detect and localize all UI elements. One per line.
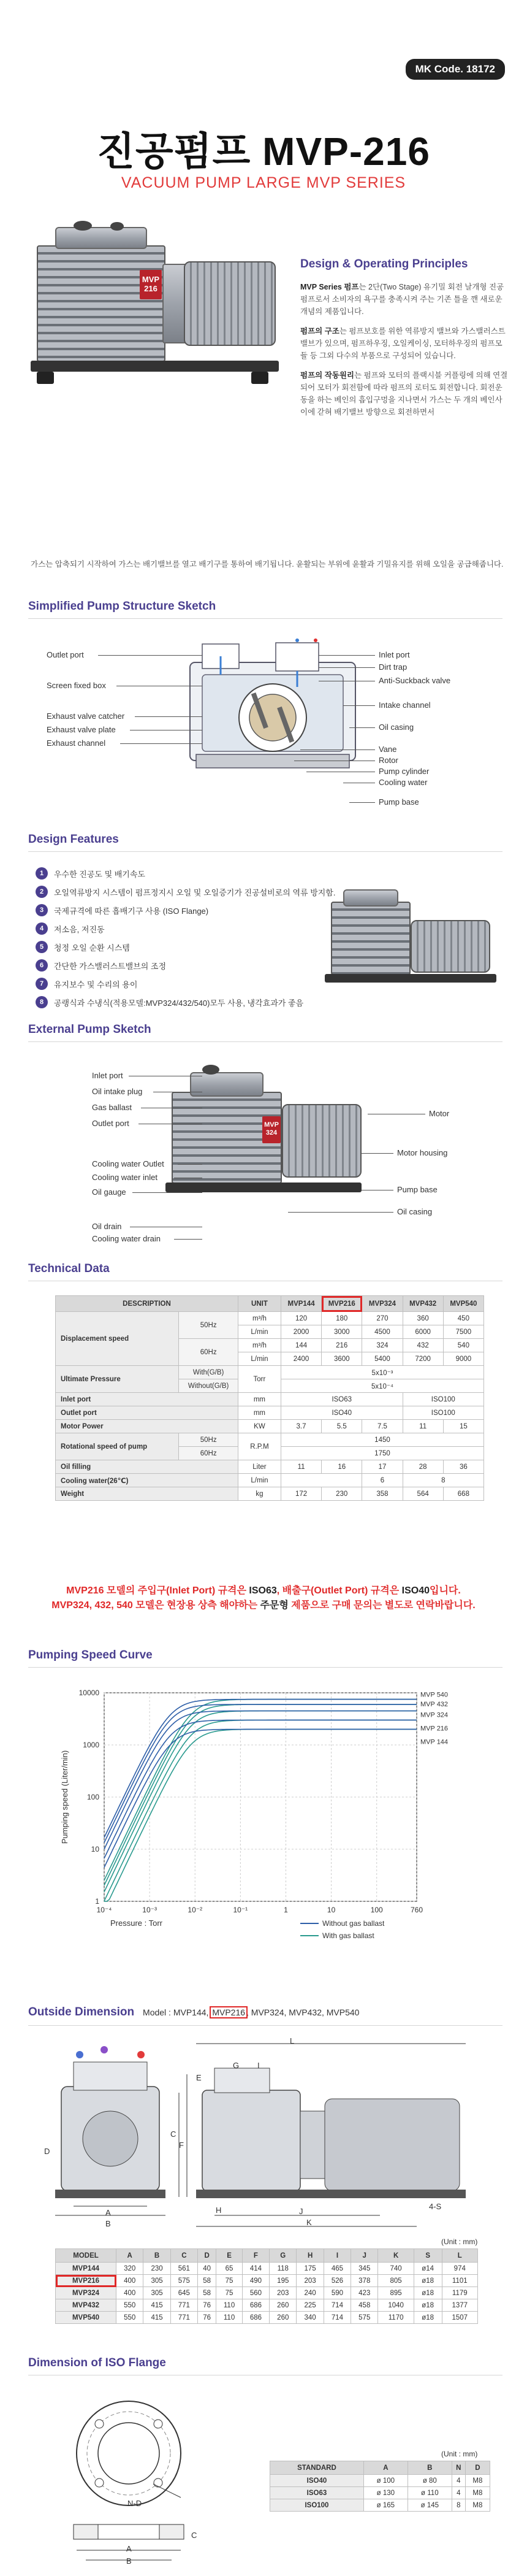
pumping-speed-chart <box>37 1681 502 1987</box>
series-label: MVP 540 <box>420 1691 449 1699</box>
label-exhaust-valve-catcher: Exhaust valve catcher <box>47 711 125 721</box>
flange-unit: (Unit : mm) <box>441 2450 478 2458</box>
dim-letter-i: I <box>257 2061 260 2070</box>
page-title: 진공펌프 MVP-216 <box>97 129 430 174</box>
label-vane: Vane <box>379 745 397 754</box>
design-principles-text <box>300 281 509 418</box>
selected-model-row: MVP216 <box>56 2275 116 2287</box>
design-features-title: Design Features <box>28 833 119 846</box>
divider <box>28 1667 502 1668</box>
label-anti-suckback-valve: Anti-Suckback valve <box>379 676 451 685</box>
p2-bold: 펌프의 구조 <box>300 327 339 335</box>
y-tick-label: 10000 <box>78 1689 99 1697</box>
iso-letter-c: C <box>191 2531 197 2540</box>
table-row: MVP144 320 230 561 40 65 414 118 175 465 345 740 ø14 974 <box>56 2263 478 2275</box>
iso-flange-drawing <box>55 2386 239 2570</box>
label-dirt-trap: Dirt trap <box>379 662 408 672</box>
technical-data-table: DESCRIPTION UNIT MVP144 MVP216 MVP324 MVP432 MVP540 Displacement speed 50Hz m³/h 120 180 270 360 450 L/min 2000 3000 4500 6000 7500 60Hz m³/h 144 216 324 432 540 L/min 2400 3600 5400 7200 9000 Ultimate Pressure With(G/B) Torr 5x10⁻³ Without(G/B) 5x10⁻⁴ Inlet port mm ISO63 ISO100 Outlet port mm ISO40 ISO100 Motor Power KW 3.7 5.5 7.5 11 15 Rotational speed of pump 50Hz R.P.M 1450 60Hz 1750 Oil filling Liter 11 16 17 28 36 Cooling water(26℃) L/min 6 8 Weight kg 172 230 358 564 668 <box>55 1295 484 1501</box>
x-tick-label: 10 <box>327 1906 336 1914</box>
table-row: ISO100 ø 165 ø 145 8 M8 <box>270 2499 490 2512</box>
ext-label-pump-base: Pump base <box>397 1185 438 1194</box>
mk-code-badge: MK Code. 18172 <box>406 59 505 80</box>
structure-sketch-title: Simplified Pump Structure Sketch <box>28 600 216 613</box>
p3-rest: 는 펌프와 모터의 플랙시블 커플링에 의해 연결되어 모터가 회전함에 따라 펌프의 로터도 회전합니다. 회전운동을 하는 베인의 흡입구멍을 지나면서 가스는 두 개의 베인사이에 갇혀 배기밸브 방향으로 회전하면서 <box>300 371 508 416</box>
ext-label-gas-ballast: Gas ballast <box>92 1103 132 1112</box>
plate-line2: 216 <box>144 284 157 293</box>
plate-line1: MVP <box>142 275 160 284</box>
series-label: MVP 324 <box>420 1711 449 1719</box>
x-tick-label: 100 <box>370 1906 383 1914</box>
table-row: MVP540 550 415 771 76 110 686 260 340 714 575 1170 ø18 1507 <box>56 2312 478 2324</box>
table-row: MVP432 550 415 771 76 110 686 260 225 714 458 1040 ø18 1377 <box>56 2299 478 2312</box>
ext-label-motor: Motor <box>429 1109 450 1118</box>
dim-letter-j: J <box>299 2207 303 2216</box>
outside-dimension-table: MODEL A B C D E F G H I J K S L MVP144 320 230 561 40 65 414 118 175 465 345 740 ø14 974 MVP216 400 305 575 58 75 490 195 203 526 378 805 ø18 1101 MVP324 400 305 645 58 75 560 203 240 590 423 895 ø18 1179 MVP432 550 415 771 76 110 686 260 225 714 458 1040 ø18 1377 MVP540 550 415 771 76 110 686 260 340 714 575 1170 ø18 1507 <box>55 2248 478 2324</box>
table-row: MVP216 400 305 575 58 75 490 195 203 526 378 805 ø18 1101 <box>56 2275 478 2287</box>
dim-letter-4s: 4-S <box>429 2202 442 2211</box>
y-tick-label: 1 <box>95 1897 99 1906</box>
dim-letter-g: G <box>233 2061 240 2070</box>
feature-item: 1 우수한 진공도 및 배기속도 <box>36 867 145 880</box>
label-pump-base: Pump base <box>379 797 419 807</box>
iso-letter-b: B <box>126 2556 132 2566</box>
dim-letter-a: A <box>105 2208 111 2217</box>
dim-letter-d: D <box>44 2147 50 2156</box>
dimension-unit: (Unit : mm) <box>441 2237 478 2246</box>
outside-dimension-title: Outside Dimension <box>28 2006 135 2018</box>
iso-flange-title: Dimension of ISO Flange <box>28 2356 166 2369</box>
legend-label-without: Without gas ballast <box>322 1919 385 1928</box>
ext-label-oil-drain: Oil drain <box>92 1222 122 1231</box>
p1-bold: MVP Series 펌프 <box>300 283 359 291</box>
dim-letter-h: H <box>216 2206 222 2215</box>
divider <box>28 2025 502 2026</box>
label-pump-cylinder: Pump cylinder <box>379 767 430 776</box>
pump-product-image <box>31 221 288 399</box>
dim-letter-b: B <box>105 2219 111 2228</box>
feature-item: 2 오일역류방지 시스템이 펌프정지시 오일 및 오일증기가 진공설비로의 역류 방지함. <box>36 886 335 898</box>
series-label: MVP 144 <box>420 1738 449 1746</box>
series-label: MVP 216 <box>420 1725 449 1733</box>
outside-dimension-heading: Outside Dimension Model : MVP144, MVP216 , MVP324, MVP432, MVP540 <box>28 2006 360 2018</box>
x-tick-label: 10⁻² <box>188 1906 203 1914</box>
divider <box>28 1041 502 1042</box>
feature-item: 3 국제규격에 따른 흡배기구 사용 (ISO Flange) <box>36 904 208 916</box>
x-tick-label: 760 <box>410 1906 423 1914</box>
label-rotor: Rotor <box>379 756 398 765</box>
feature-item: 5 청정 오일 순환 시스템 <box>36 941 130 953</box>
p3-bold: 펌프의 작동원리 <box>300 371 354 380</box>
label-intake-channel: Intake channel <box>379 700 431 710</box>
iso-flange-table: STANDARD A B N D ISO40 ø 100 ø 80 4 M8 ISO63 ø 130 ø 110 4 M8 ISO100 ø 165 ø 145 8 M8 <box>270 2461 490 2512</box>
feature-item: 4 저소음, 저진동 <box>36 922 105 935</box>
table-row: ISO40 ø 100 ø 80 4 M8 <box>270 2475 490 2487</box>
x-tick-label: 10⁻¹ <box>233 1906 248 1914</box>
dim-letter-f: F <box>179 2141 184 2150</box>
y-axis-label: Pumping speed (Liter/min) <box>60 1750 69 1844</box>
feature-item: 8 공랭식과 수냉식(적용모델:MVP324/432/540)모두 사용, 냉각효과가 좋음 <box>36 996 303 1008</box>
ext-label-motor-housing: Motor housing <box>397 1148 448 1157</box>
x-tick-label: 10⁻³ <box>142 1906 157 1914</box>
divider <box>28 851 502 852</box>
label-inlet-port: Inlet port <box>379 650 410 659</box>
selected-model-highlight: MVP216 <box>212 2007 246 2017</box>
dim-letter-k: K <box>306 2218 312 2227</box>
series-label: MVP 432 <box>420 1700 449 1708</box>
x-tick-label: 1 <box>284 1906 288 1914</box>
speed-curve-title: Pumping Speed Curve <box>28 1649 153 1662</box>
legend-label-with: With gas ballast <box>322 1931 374 1940</box>
iso-letter-nd: N-D <box>127 2499 142 2508</box>
ext-label-cooling-drain: Cooling water drain <box>92 1234 161 1243</box>
structure-sketch-diagram <box>184 638 362 773</box>
p2-rest: 는 펌프보호를 위한 역류방지 밸브와 가스밸러스트 밸브가 있으며, 펌프하우징, 오일케이싱, 모터하우징의 펌프모듈 등 그외 다수의 부품으로 구성되어 있습니다. <box>300 327 506 360</box>
x-tick-label: 10⁻⁴ <box>96 1906 112 1914</box>
page-subtitle: VACUUM PUMP LARGE MVP SERIES <box>121 174 406 191</box>
design-principles-tail: 가스는 압축되기 시작하여 가스는 배기밸브를 열고 배기구를 통하여 배기됩니다. 윤활되는 부위에 윤활과 기밀유지를 위해 오일을 공급해줍니다. <box>31 560 504 569</box>
table-row: MVP324 400 305 645 58 75 560 203 240 590 423 895 ø18 1179 <box>56 2287 478 2299</box>
label-oil-casing: Oil casing <box>379 723 414 732</box>
p1-rest: 는 2단(Two Stage) 유기밀 회전 날개형 진공펌프로서 소비자의 욕구를 충족시켜 주는 기존 틀을 깬 새로운 개념의 제품입니다. <box>300 283 504 316</box>
x-axis-label: Pressure : Torr <box>110 1919 163 1928</box>
y-tick-label: 1000 <box>83 1741 99 1749</box>
feature-item: 7 유지보수 및 수리의 용이 <box>36 978 137 990</box>
label-exhaust-valve-plate: Exhaust valve plate <box>47 725 116 734</box>
ext-label-cooling-outlet: Cooling water Outlet <box>92 1159 164 1168</box>
label-outlet-port: Outlet port <box>47 650 84 659</box>
ext-label-inlet-port: Inlet port <box>92 1071 123 1080</box>
ext-label-oil-casing: Oil casing <box>397 1207 433 1216</box>
pump-external-image <box>159 1061 368 1208</box>
ext-label-outlet-port: Outlet port <box>92 1119 129 1128</box>
external-sketch-title: External Pump Sketch <box>28 1023 151 1036</box>
feature-item: 6 간단한 가스밸러스트밸브의 조정 <box>36 959 166 972</box>
pump-side-image <box>319 883 509 1006</box>
y-tick-label: 10 <box>91 1845 99 1853</box>
label-exhaust-channel: Exhaust channel <box>47 738 106 748</box>
plate-small: MVP 324 <box>262 1116 281 1143</box>
dim-letter-l: L <box>290 2036 295 2045</box>
ext-label-oil-gauge: Oil gauge <box>92 1187 126 1197</box>
ext-label-cooling-inlet: Cooling water inlet <box>92 1173 157 1182</box>
table-row: ISO63 ø 130 ø 110 4 M8 <box>270 2487 490 2499</box>
selected-model-header: MVP216 <box>322 1296 362 1312</box>
divider <box>28 618 502 619</box>
technical-data-title: Technical Data <box>28 1262 110 1275</box>
iso-letter-a: A <box>126 2544 132 2553</box>
dim-letter-e: E <box>196 2073 202 2082</box>
design-principles-title: Design & Operating Principles <box>300 258 468 270</box>
dim-letter-c: C <box>170 2129 176 2139</box>
label-screen-fixed-box: Screen fixed box <box>47 681 106 690</box>
label-cooling-water: Cooling water <box>379 778 428 787</box>
model-notice: MVP216 모델의 주입구(Inlet Port) 규격은 ISO63, 배출구(Outlet Port) 규격은 ISO40입니다. MVP324, 432, 540 모델은 현장용 상측 해야하는 주문형 제품으로 구매 문의는 별도로 연락바랍니다. <box>51 1585 476 1611</box>
ext-label-oil-intake-plug: Oil intake plug <box>92 1087 143 1096</box>
y-tick-label: 100 <box>86 1793 99 1801</box>
